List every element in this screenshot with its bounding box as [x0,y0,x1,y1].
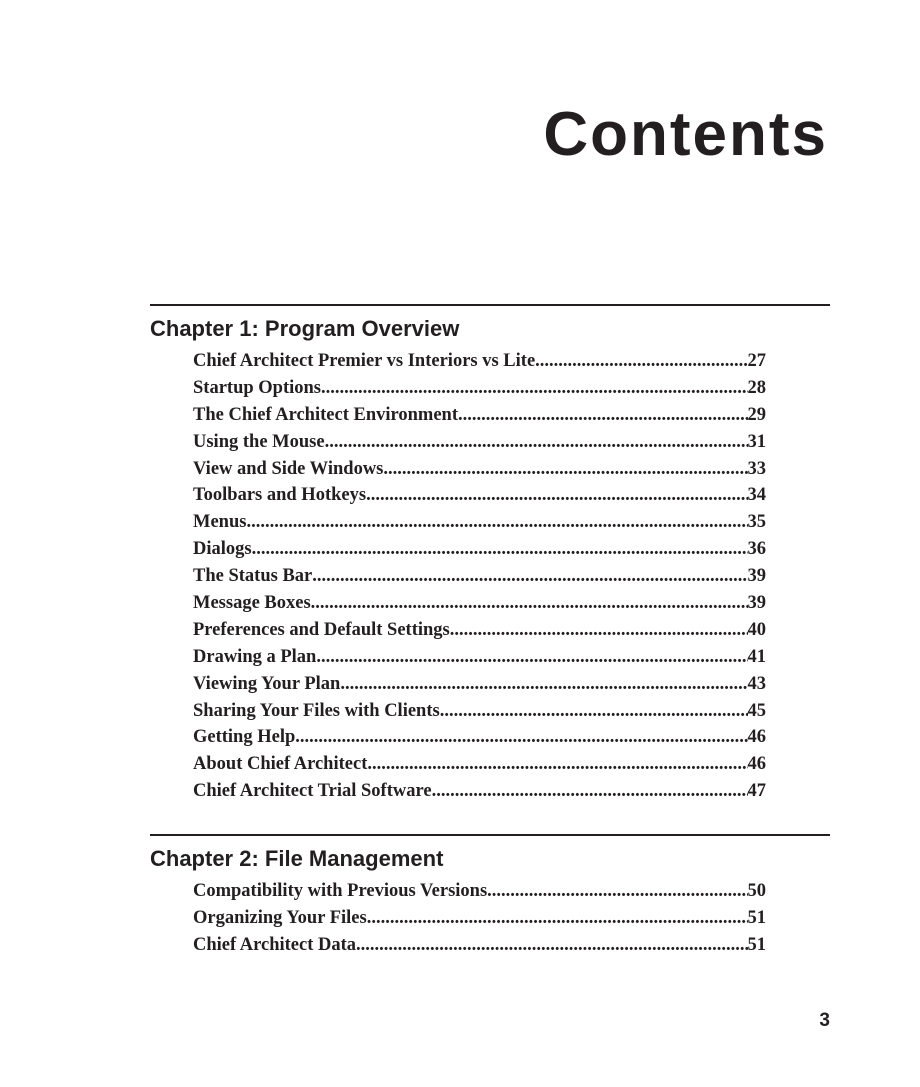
page-number: 3 [819,1010,830,1031]
dot-leader [340,671,747,698]
toc-entry-label: Viewing Your Plan [193,673,341,694]
toc-entry-label: About Chief Architect [193,754,368,775]
toc-entry-label: Preferences and Default Settings [193,619,450,640]
toc-entry-page: 51 [747,934,766,955]
toc-entry-label: Chief Architect Data [193,934,357,955]
chapter-heading: Chapter 1: Program Overview [150,316,460,341]
toc-entry-label: Chief Architect Trial Software [193,781,432,802]
dot-leader [252,536,748,563]
dot-leader [246,509,747,536]
toc-entry-page: 41 [747,646,766,667]
toc-entry[interactable] [193,348,766,375]
toc-entry[interactable] [193,778,766,805]
toc-entry[interactable] [193,617,766,644]
toc-entry-page: 33 [747,458,766,479]
toc-entry[interactable] [193,509,766,536]
toc-entry[interactable] [193,402,766,429]
dot-leader [450,617,748,644]
dot-leader [367,905,748,932]
toc-entry-label: Startup Options [193,377,321,398]
toc-entry[interactable] [193,878,766,905]
toc-entry-label: Using the Mouse [193,431,325,452]
toc-entry-label: Toolbars and Hotkeys [193,485,367,506]
toc-entry-page: 43 [747,673,766,694]
dot-leader [312,563,747,590]
toc-entry-page: 39 [747,566,766,587]
dot-leader [356,932,747,959]
toc-entry-label: Message Boxes [193,593,311,614]
toc-entry-page: 39 [747,593,766,614]
dot-leader [321,375,748,402]
dot-leader [295,724,747,751]
toc-entry[interactable] [193,724,766,751]
chapter-divider [150,304,830,306]
toc-entry-page: 51 [747,907,766,928]
toc-entry[interactable] [193,563,766,590]
toc-entry[interactable] [193,590,766,617]
dot-leader [311,590,748,617]
toc-entry-label: Compatibility with Previous Versions [193,881,488,901]
toc-entry-label: Drawing a Plan [193,646,317,667]
toc-entry-label: Organizing Your Files [193,907,367,928]
toc-entry[interactable] [193,456,766,483]
chapter-heading: Chapter 2: File Management [150,846,444,871]
toc-entry[interactable] [193,671,766,698]
dot-leader [440,698,748,725]
toc-entry-label: Dialogs [193,539,252,560]
toc-entry[interactable] [193,375,766,402]
toc-entry-page: 46 [747,754,766,775]
toc-entry-page: 50 [747,881,766,901]
toc-entry[interactable] [193,536,766,563]
toc-entry[interactable] [193,644,766,671]
toc-entry-page: 46 [747,727,766,748]
toc-entry[interactable] [193,932,766,959]
toc-entry[interactable] [193,905,766,932]
toc-entry[interactable] [193,698,766,725]
page-title: Contents [543,100,828,169]
toc-entry-page: 36 [747,539,766,560]
toc-entry-page: 28 [747,377,766,398]
toc-list [193,348,766,805]
dot-leader [535,348,747,375]
toc-entry-label: The Chief Architect Environment [193,404,458,425]
dot-leader [366,482,747,509]
dot-leader [458,402,748,429]
toc-entry[interactable] [193,482,766,509]
dot-leader [367,751,747,778]
toc-entry-page: 40 [747,619,766,640]
toc-entry-page: 35 [747,512,766,533]
dot-leader [487,878,747,905]
toc-entry[interactable] [193,429,766,456]
toc-entry-page: 29 [747,404,766,425]
dot-leader [325,429,748,456]
toc-list [193,878,766,959]
toc-entry-page: 34 [747,485,766,506]
toc-entry[interactable] [193,751,766,778]
chapter-divider [150,834,830,836]
dot-leader [316,644,747,671]
toc-entry-label: View and Side Windows [193,458,384,479]
dot-leader [383,456,747,483]
toc-entry-page: 31 [747,431,766,452]
toc-entry-label: Menus [193,512,247,533]
toc-entry-label: Chief Architect Premier vs Interiors vs Lite [193,351,536,371]
chapter-1-section [150,304,830,805]
toc-entry-label: Getting Help [193,727,296,748]
dot-leader [432,778,748,805]
toc-entry-label: Sharing Your Files with Clients [193,700,440,721]
toc-entry-page: 27 [747,351,766,371]
chapter-2-section [150,834,830,959]
toc-entry-label: The Status Bar [193,566,313,587]
toc-entry-page: 45 [747,700,766,721]
toc-entry-page: 47 [747,781,766,802]
